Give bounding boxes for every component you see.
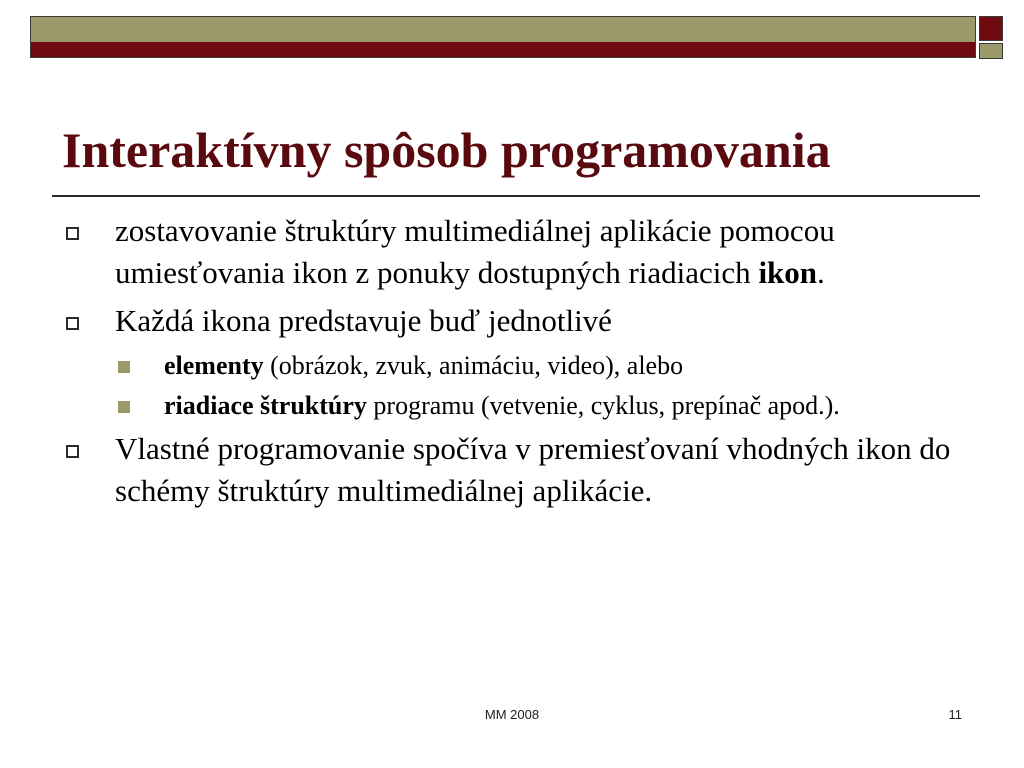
sub-bullet-item [60,348,960,384]
filled-square-bullet-icon [118,361,130,373]
banner-red-stripe [31,42,975,58]
sub-bullet-bold-text: elementy [164,351,264,380]
hollow-square-bullet-icon [66,445,79,458]
filled-square-bullet-icon [118,401,130,413]
title-divider [52,195,980,197]
page-number: 11 [948,707,962,722]
sub-bullet-text: programu (vetvenie, cyklus, prepínač apod.). [366,391,840,420]
sub-bullet-item [60,388,960,424]
bullet-item [60,210,960,294]
sub-bullet-text: (obrázok, zvuk, animáciu, video), alebo [263,351,684,380]
bullet-bold-text: ikon [758,255,818,290]
bullet-text: zostavovanie štruktúry multimediálnej aplikácie pomocou umiesťovania ikon z ponuky dostupných riadiacich [115,213,835,290]
header-banner [30,16,976,58]
sub-bullet-bold-text: riadiace štruktúry [164,391,367,420]
bullet-text-end: . [817,255,825,290]
banner-olive-stripe [31,17,975,42]
bullet-text: Každá ikona predstavuje buď jednotlivé [115,303,612,338]
bullet-item [60,428,960,512]
corner-red-block [979,16,1003,41]
bullet-item [60,300,960,342]
hollow-square-bullet-icon [66,227,79,240]
footer-label: MM 2008 [484,707,540,722]
slide-title: Interaktívny spôsob programovania [62,122,831,178]
bullet-text: Vlastné programovanie spočíva v premiesťovaní vhodných ikon do schémy štruktúry multimediálnej aplikácie. [115,431,951,508]
slide-body [60,210,960,518]
corner-olive-block [979,43,1003,59]
hollow-square-bullet-icon [66,317,79,330]
